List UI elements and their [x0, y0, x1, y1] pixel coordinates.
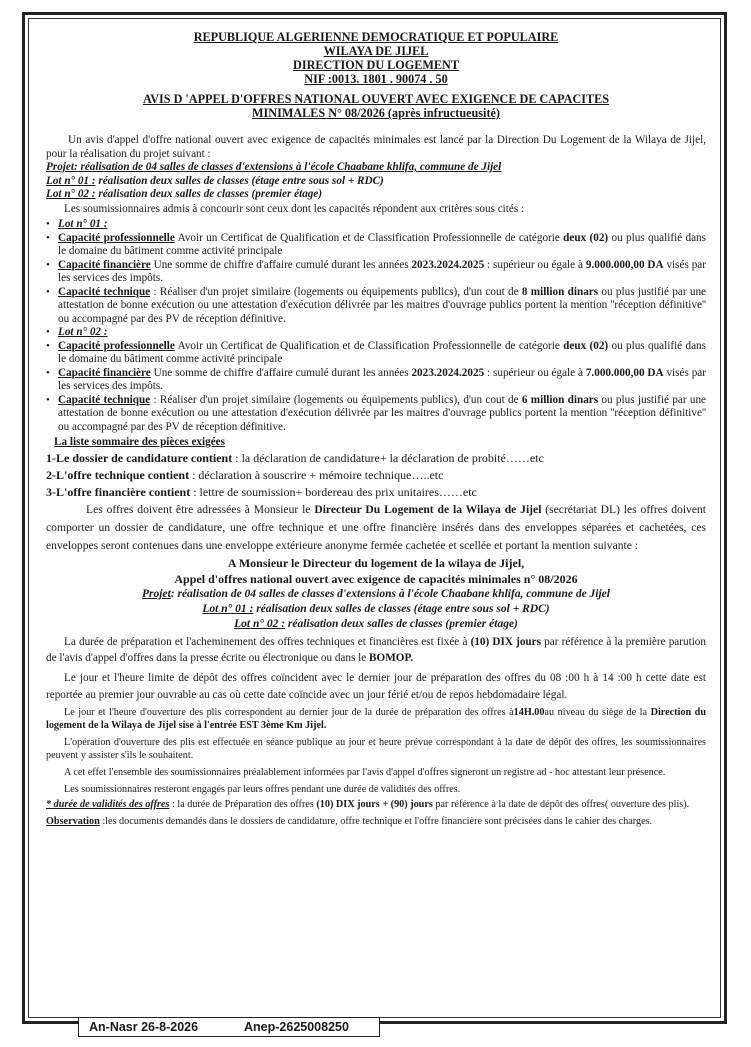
criteria-lot2-title: • Lot n° 02 :	[46, 326, 706, 340]
seance-paragraph: L'opération d'ouverture des plis est effectuée en séance publique au jour et heure prévue correspondant à la date de dépôt des offres, les soumissionnaires peuvent y assister s'ils le souhaitent.	[46, 736, 706, 761]
documents-item-3: 3-L'offre financière contient : lettre de soumission+ bordereau des prix unitaires……etc	[46, 484, 477, 499]
observation-paragraph: Observation :les documents demandés dans le dossiers de candidature, offre technique et l'offre financière sont précisées dans le cahier des charges.	[46, 815, 653, 827]
criteria-lot1-fin: • Capacité financière Une somme de chiffre d'affaire cumulé durant les années 2023.2024.2025 : supérieur ou égale à 9.000.000,00 DA visés par les services des impôts.	[46, 259, 706, 286]
notice-content	[46, 30, 706, 828]
criteria-lot2-fin: • Capacité financière Une somme de chiffre d'affaire cumulé durant les années 2023.2024.2025 : supérieur ou égale à 7.000.000,00 DA visés par les services des impôts.	[46, 367, 706, 394]
header-nif: NIF :0013. 1801 . 90074 . 50	[304, 72, 448, 86]
mention-addressee: A Monsieur le Directeur du logement de la wilaya de Jijel,	[227, 555, 525, 570]
lot1-line: Lot n° 01 : réalisation deux salles de classes (étage entre sous sol + RDC)	[46, 174, 384, 187]
duree-paragraph: La durée de préparation et l'acheminement des offres techniques et financières est fixée à (10) DIX jours par référence à la première parution de l'avis d'appel d'offres dans la presse écrite ou électronique ou dans le BOMOP.	[46, 635, 706, 664]
mention-lot2: Lot n° 02 : réalisation deux salles de classes (premier étage)	[234, 617, 518, 630]
notice-title-line2: MINIMALES N° 08/2026 (après infructueusité)	[252, 106, 500, 120]
notice-title: AVIS D 'APPEL D'OFFRES NATIONAL OUVERT AVEC EXIGENCE DE CAPACITES	[142, 92, 610, 106]
header-republic: REPUBLIQUE ALGERIENNE DEMOCRATIQUE ET POPULAIRE	[193, 30, 559, 44]
mention-lot1: Lot n° 01 : réalisation deux salles de classes (étage entre sous sol + RDC)	[202, 602, 550, 615]
documents-item-2: 2-L'offre technique contient : déclaration à souscrire + mémoire technique…..etc	[46, 467, 444, 482]
anep-reference: Anep-2625008250	[244, 1020, 349, 1034]
criteria-lot2-tech: • Capacité technique : Réaliser d'un projet similaire (logements ou équipements publics), d'un cout de 6 million dinars ou plus justifié par une attestation de bonne exécution ou une attestation d'exécution délivrée par les maitres d'ouvrage publics portent la mention ''réception définitive'' ou accompagné par des PV de réception définitive.	[46, 394, 706, 435]
ouverture-paragraph: Le jour et l'heure d'ouverture des plis correspondent au dernier jour de la durée de préparation des offres à14H.00au niveau du siège de la Direction du logement de la Wilaya de Jijel sise à l'entrée EST 3ème Km Jijel.	[46, 706, 707, 731]
lot2-line: Lot n° 02 : réalisation deux salles de classes (premier étage)	[46, 188, 323, 200]
publication-footer	[78, 1017, 380, 1037]
registre-paragraph: A cet effet l'ensemble des soumissionnaires préalablement informées par l'avis d'appel d'offres signeront un registre ad - hoc attestant leur présence.	[64, 766, 666, 778]
documents-list-title: La liste sommaire des pièces exigées	[54, 436, 225, 448]
criteria-lot2-prof: • Capacité professionnelle Avoir un Certificat de Qualification et de Classification Professionnelle de catégorie deux (02) ou plus qualifié dans le domaine du bâtiment comme activité principale	[46, 340, 706, 367]
engages-paragraph: Les soumissionnaires resteront engagés par leurs offres pendant une durée de validités des offres.	[64, 783, 461, 795]
documents-item-1: 1-Le dossier de candidature contient : la déclaration de candidature+ la déclaration de probité……etc	[46, 450, 544, 465]
mention-projet: Projet: réalisation de 04 salles de classes d'extensions à l'école Chaabane khlifa, commune de Jijel	[142, 587, 610, 600]
criteria-lot1-tech: • Capacité technique : Réaliser d'un projet similaire (logements ou équipements publics), d'un cout de 8 million dinars ou plus justifié par une attestation de bonne exécution ou une attestation d'exécution délivrée par les maitres d'ouvrage publics portent la mention ''réception définitive'' ou accompagné par des PV de réception définitive.	[46, 286, 706, 327]
criteria-lot1-prof: • Capacité professionnelle Avoir un Certificat de Qualification et de Classification Professionnelle de catégorie deux (02) ou plus qualifié dans le domaine du bâtiment comme activité principale	[46, 232, 706, 259]
project-line: Projet: réalisation de 04 salles de classes d'extensions à l'école Chaabane khlifa, commune de Jijel	[46, 161, 502, 173]
newspaper-reference: An-Nasr 26-8-2026	[89, 1020, 199, 1034]
criteria-lot1-title: • Lot n° 01 :	[46, 218, 706, 232]
depot-paragraph: Le jour et l'heure limite de dépôt des offres coïncident avec le dernier jour de préparation des offres du 08 :00 h à 14 :00 h cette date est reportée au premier jour ouvrable au cas où cette date coïncide avec un jour férié et/ou de repos hebdomadaire légal.	[46, 671, 706, 701]
offres-paragraph: Les offres doivent être adressées à Monsieur le Directeur Du Logement de la Wilaya de Jijel (secrétariat DL) les offres doivent comporter un dossier de candidature, une offre technique et une offre financière insérés dans des enveloppes séparées et cachetées, ces enveloppes seront contenues dans une enveloppe extérieure anonyme fermée cachetée et scellée et portant la mention suivante :	[46, 502, 706, 552]
header-wilaya: WILAYA DE JIJEL	[323, 44, 429, 58]
soumission-paragraph: Les soumissionnaires admis à concourir sont ceux dont les capacités répondent aux critères sous cités :	[64, 202, 525, 215]
validite-paragraph: * durée de validités des offres : la durée de Préparation des offres (10) DIX jours + (90) jours par référence à la date de dépôt des offres( ouverture des plis).	[46, 798, 690, 810]
intro-paragraph: Un avis d'appel d'offre national ouvert avec exigence de capacités minimales est lancé par la Direction Du Logement de la Wilaya de Jijel, pour la réalisation du projet suivant :	[46, 134, 706, 160]
mention-appel: Appel d'offres national ouvert avec exigence de capacités minimales n° 08/2026	[174, 571, 578, 586]
header-direction: DIRECTION DU LOGEMENT	[293, 58, 459, 72]
